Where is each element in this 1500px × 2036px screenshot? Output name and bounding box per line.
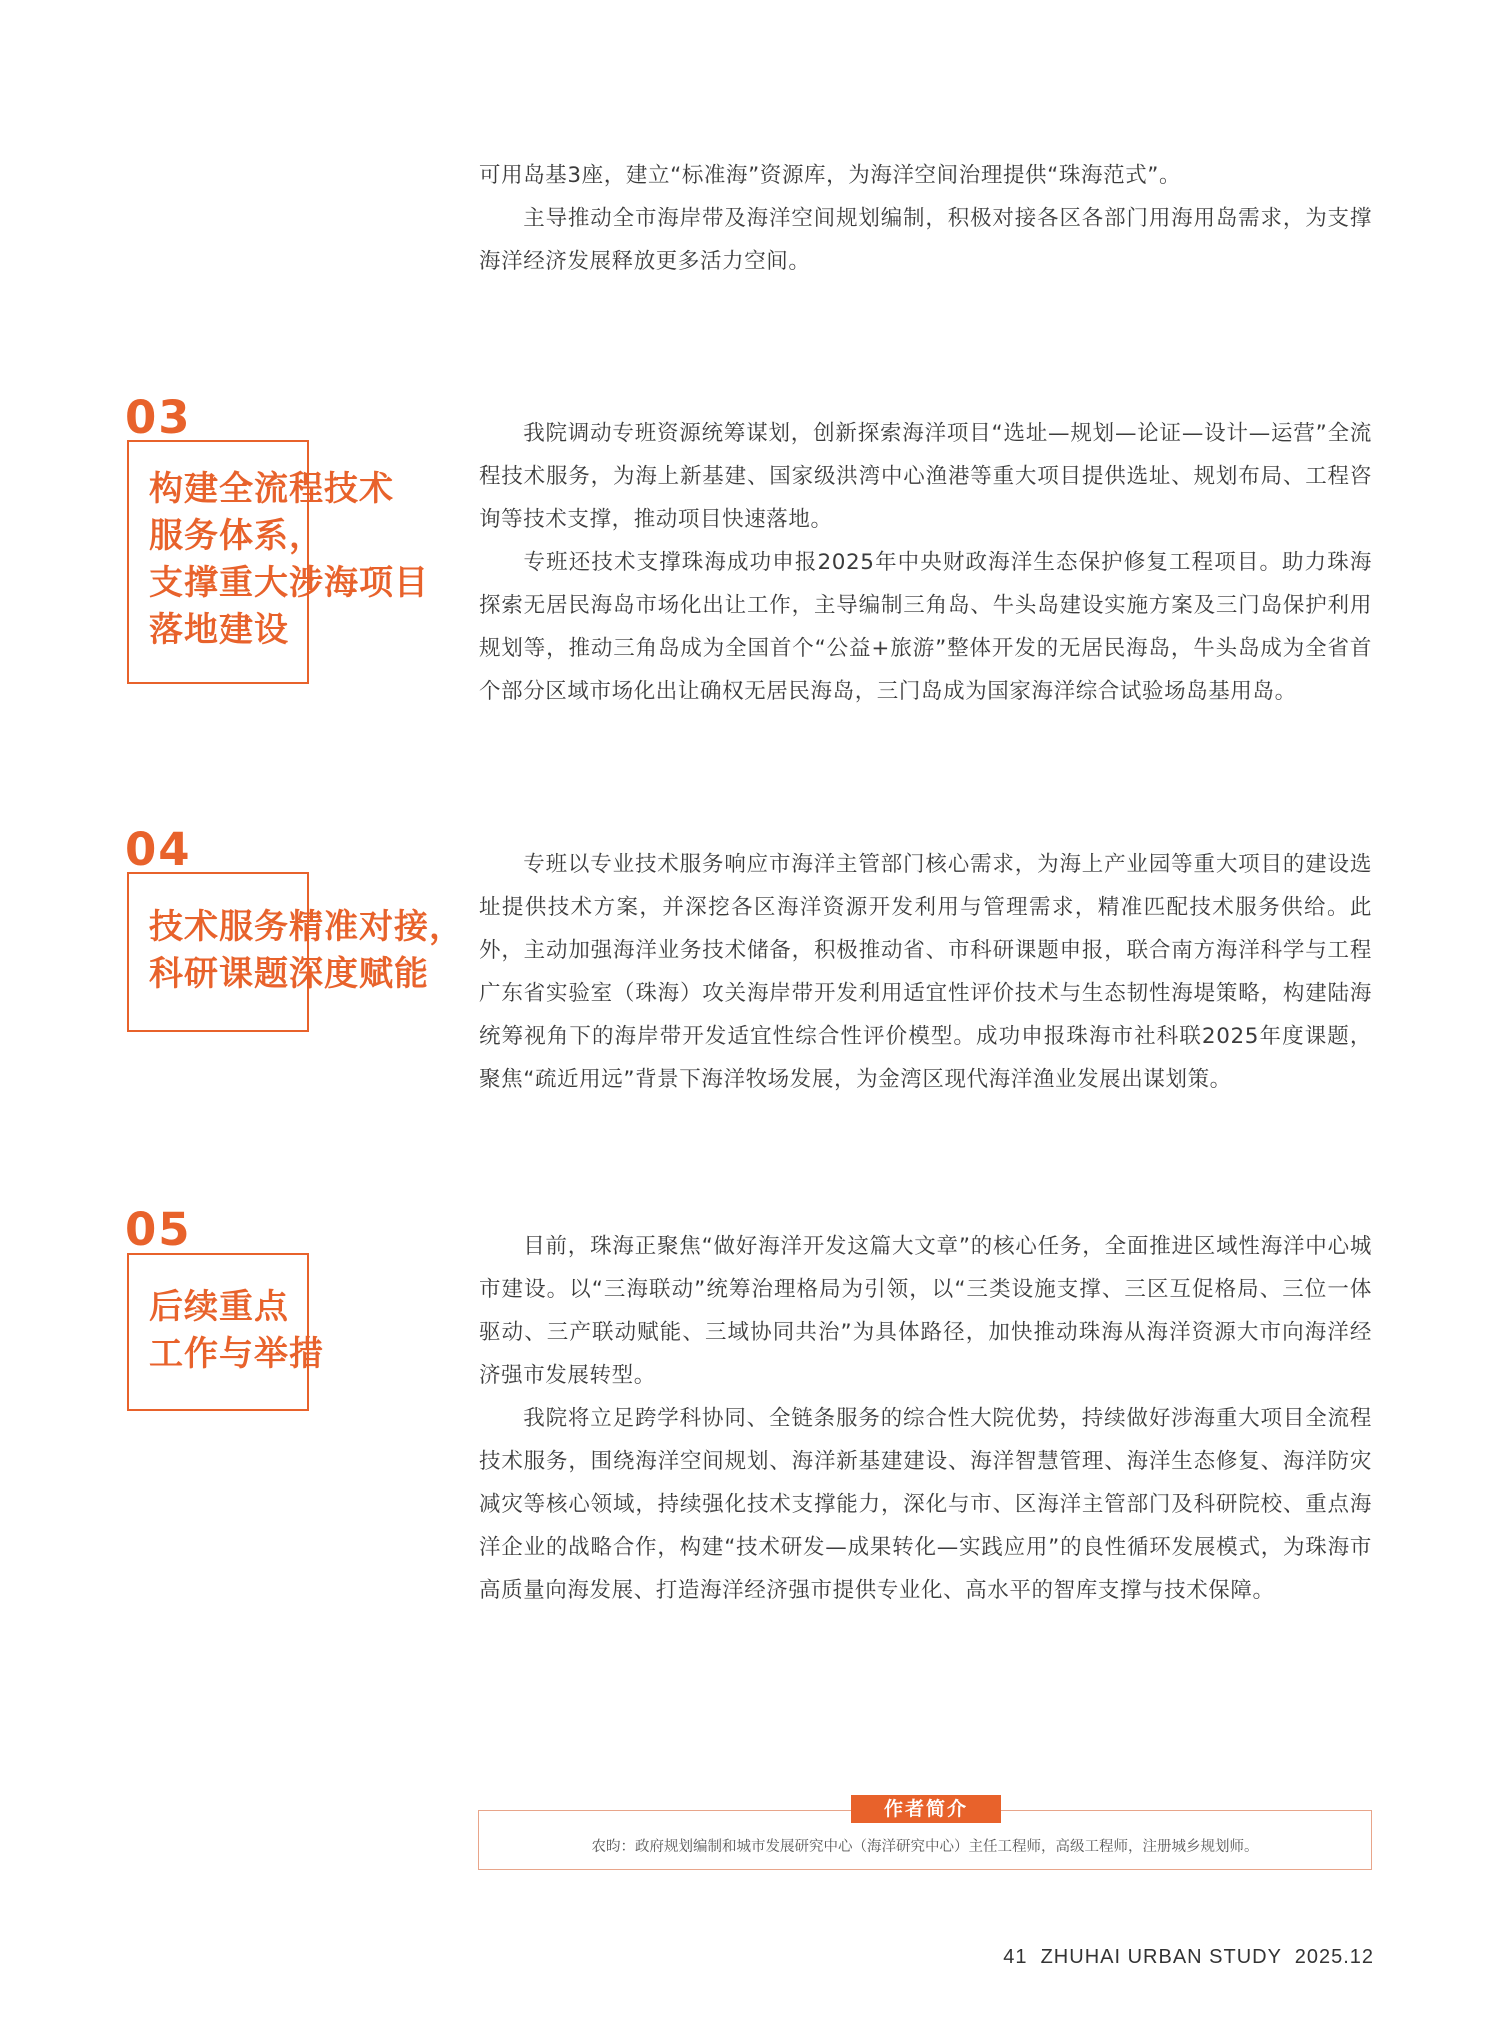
section-03-paragraph-2-text: 专班还技术支撑珠海成功申报2025年中央财政海洋生态保护修复工程项目。助力珠海探索无居民海岛市场化出让工作，主导编制三角岛、牛头岛建设实施方案及三门岛保护利用规划等，推动三角岛成为全国首个“公益+旅游”整体开发的无居民海岛，牛头岛成为全省首个部分区域市场化出让确权无居民海岛，三门岛成为国家海洋综合试验场岛基用岛。 (479, 550, 1372, 704)
section-04-title-line-2: 科研课题深度赋能 (149, 954, 429, 994)
section-05-paragraph-1 (479, 1225, 1372, 1397)
section-03-paragraph-2 (479, 541, 1372, 713)
section-05-paragraph-2 (479, 1397, 1372, 1612)
section-04-paragraph-1 (479, 843, 1372, 1101)
section-03-paragraph-1-text: 我院调动专班资源统筹谋划，创新探索海洋项目“选址—规划—论证—设计—运营”全流程技术服务，为海上新基建、国家级洪湾中心渔港等重大项目提供选址、规划布局、工程咨询等技术支撑，推动项目快速落地。 (479, 421, 1372, 532)
section-03-paragraph-1 (479, 412, 1372, 541)
section-03-title-line-4: 落地建设 (149, 610, 289, 650)
section-05-paragraph-2-text: 我院将立足跨学科协同、全链条服务的综合性大院优势，持续做好涉海重大项目全流程技术服务，围绕海洋空间规划、海洋新基建建设、海洋智慧管理、海洋生态修复、海洋防灾减灾等核心领域，持续强化技术支撑能力，深化与市、区海洋主管部门及科研院校、重点海洋企业的战略合作，构建“技术研发—成果转化—实践应用”的良性循环发展模式，为珠海市高质量向海发展、打造海洋经济强市提供专业化、高水平的智库支撑与技术保障。 (479, 1406, 1372, 1603)
intro-line-2: 主导推动全市海岸带及海洋空间规划编制，积极对接各区各部门用海用岛需求，为支撑海洋经济发展释放更多活力空间。 (479, 206, 1372, 274)
author-bio: 农昀：政府规划编制和城市发展研究中心（海洋研究中心）主任工程师，高级工程师，注册城乡规划师。 (591, 1839, 1259, 1855)
section-03-title-line-1: 构建全流程技术 (149, 469, 394, 509)
section-03-title-line-2: 服务体系， (149, 516, 324, 556)
section-03-number: 03 (125, 391, 192, 444)
page-footer: 41 ZHUHAI URBAN STUDY 2025.12 (1003, 1946, 1374, 1968)
intro-paragraph-2 (479, 197, 1372, 283)
section-05-title-line-2: 工作与举措 (149, 1334, 324, 1374)
section-05-title (149, 1284, 324, 1378)
section-03-title-line-3: 支撑重大涉海项目 (149, 563, 429, 603)
section-05-number: 05 (125, 1203, 192, 1256)
section-03-title (149, 466, 429, 654)
intro-paragraph-1 (479, 154, 1372, 197)
section-05-paragraph-1-text: 目前，珠海正聚焦“做好海洋开发这篇大文章”的核心任务，全面推进区域性海洋中心城市建设。以“三海联动”统筹治理格局为引领，以“三类设施支撑、三区互促格局、三位一体驱动、三产联动赋能、三域协同共治”为具体路径，加快推动珠海从海洋资源大市向海洋经济强市发展转型。 (479, 1234, 1372, 1388)
section-04-number: 04 (125, 823, 192, 876)
section-04-title-line-1: 技术服务精准对接， (149, 907, 464, 947)
section-04-paragraph-1-text: 专班以专业技术服务响应市海洋主管部门核心需求，为海上产业园等重大项目的建设选址提供技术方案，并深挖各区海洋资源开发利用与管理需求，精准匹配技术服务供给。此外，主动加强海洋业务技术储备，积极推动省、市科研课题申报，联合南方海洋科学与工程广东省实验室（珠海）攻关海岸带开发利用适宜性评价技术与生态韧性海堤策略，构建陆海统筹视角下的海岸带开发适宜性综合性评价模型。成功申报珠海市社科联2025年度课题，聚焦“疏近用远”背景下海洋牧场发展，为金湾区现代海洋渔业发展出谋划策。 (479, 852, 1372, 1092)
intro-line-1: 可用岛基3座，建立“标准海”资源库，为海洋空间治理提供“珠海范式”。 (479, 163, 1182, 188)
author-tag: 作者简介 (851, 1795, 1001, 1823)
section-05-title-line-1: 后续重点 (149, 1287, 289, 1327)
section-04-title (149, 904, 464, 998)
